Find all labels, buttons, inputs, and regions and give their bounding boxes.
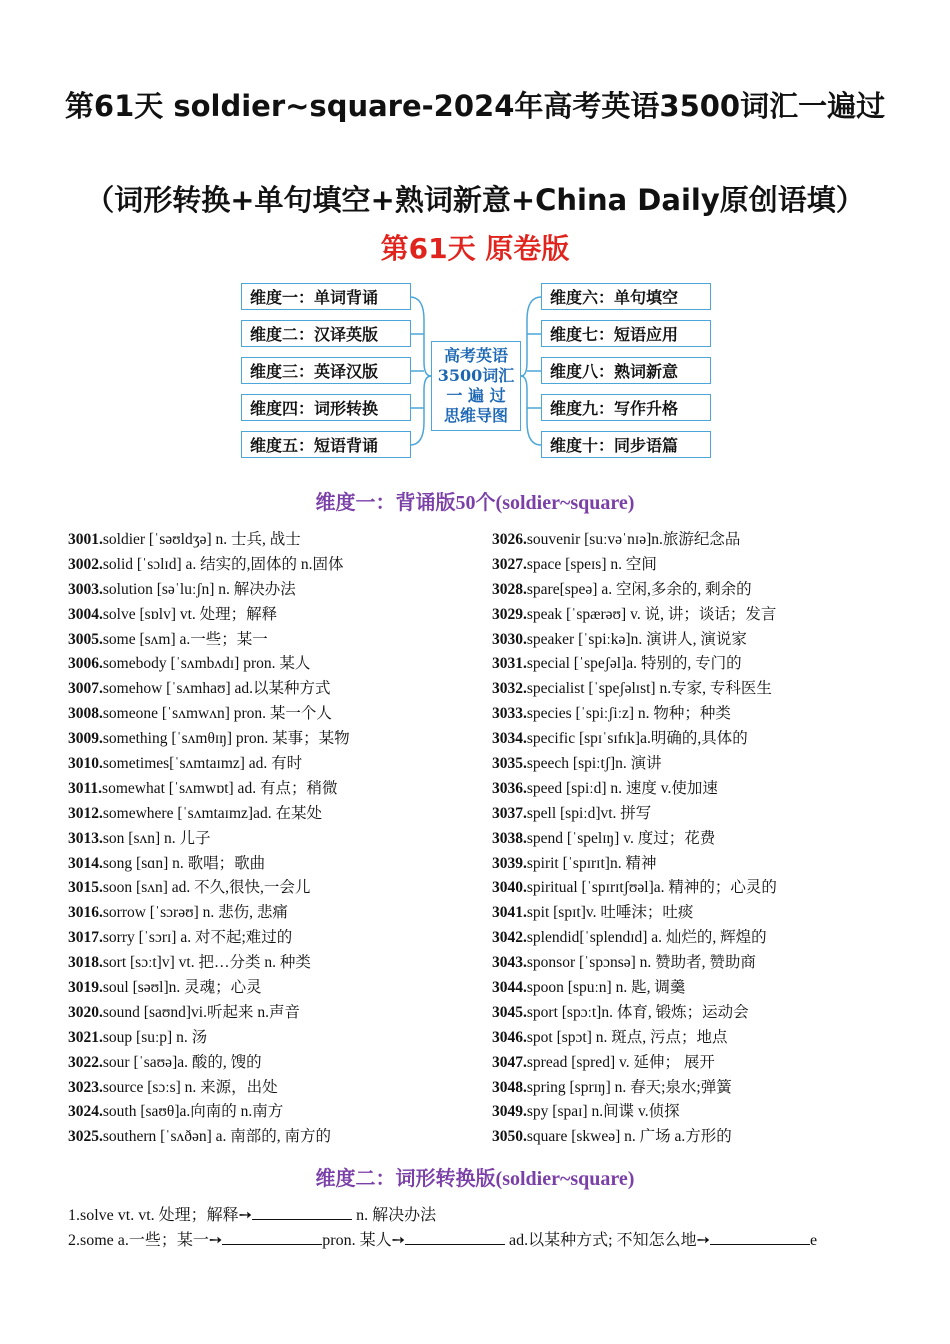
- mindmap-center-line-3: 一 遍 过: [446, 386, 506, 405]
- vocab-number: 3013.: [68, 829, 103, 847]
- vocab-entry: [68, 827, 488, 852]
- vocab-entry: [492, 578, 912, 603]
- vocab-number: 3030.: [492, 630, 527, 648]
- vocab-entry: [68, 802, 488, 827]
- vocab-column-right: [492, 528, 912, 1150]
- mindmap-box-left-2: 维度二：汉译英版: [241, 320, 411, 347]
- vocab-number: 3040.: [492, 879, 527, 897]
- vocab-number: 3042.: [492, 929, 527, 947]
- vocab-definition: soul [səʊl]n. 灵魂；心灵: [102, 979, 262, 997]
- vocab-number: 3009.: [68, 730, 103, 748]
- vocab-definition: spend [ˈspelɪŋ] v. 度过；花费: [526, 829, 716, 847]
- vocab-number: 3002.: [68, 555, 103, 573]
- vocab-number: 3035.: [492, 755, 527, 773]
- vocab-entry: [492, 677, 912, 702]
- vocab-number: 3001.: [68, 531, 103, 548]
- vocab-number: 3041.: [492, 904, 527, 922]
- exercise-2-prompt: 2.some a.一些；某一➙: [68, 1232, 223, 1249]
- vocab-definition: song [sɑn] n. 歌唱；歌曲: [102, 854, 266, 872]
- mindmap-box-left-3: 维度三：英译汉版: [241, 357, 411, 384]
- vocab-entry: [68, 1001, 488, 1026]
- vocab-definition: spare[speə] a. 空闲,多余的, 剩余的: [526, 580, 752, 598]
- vocab-number: 3010.: [68, 755, 103, 773]
- vocab-definition: sorry [ˈsɔrɪ] a. 对不起;难过的: [102, 929, 293, 947]
- vocab-definition: spirit [ˈspɪrɪt]n. 精神: [526, 854, 657, 872]
- vocab-number: 3024.: [68, 1103, 103, 1121]
- vocab-definition: source [sɔːs] n. 来源，出处: [102, 1078, 278, 1096]
- vocab-entry: [492, 603, 912, 628]
- vocab-entry: [68, 677, 488, 702]
- vocab-definition: speech [spiːtʃ]n. 演讲: [526, 755, 662, 773]
- vocab-definition: space [speɪs] n. 空间: [526, 555, 657, 573]
- exercise-2: [68, 1229, 817, 1253]
- exercise-2-part-2: pron. 某人➙: [322, 1232, 406, 1249]
- vocab-entry: [68, 578, 488, 603]
- vocab-number: 3038.: [492, 829, 527, 847]
- vocab-number: 3025.: [68, 1128, 103, 1146]
- mindmap-box-right-3: 维度八：熟词新意: [541, 357, 711, 384]
- mindmap-box-left-5: 维度五：短语背诵: [241, 431, 411, 458]
- vocab-number: 3022.: [68, 1053, 103, 1071]
- vocab-entry: [492, 827, 912, 852]
- vocab-entry: [492, 926, 912, 951]
- vocab-entry: [68, 603, 488, 628]
- vocab-entry: [492, 876, 912, 901]
- vocab-number: 3003.: [68, 580, 103, 598]
- vocab-entry: [492, 852, 912, 877]
- vocab-definition: specific [spɪˈsɪfɪk]a.明确的,具体的: [526, 730, 748, 748]
- mindmap-box-right-2: 维度七：短语应用: [541, 320, 711, 347]
- vocab-definition: specialist [ˈspeʃəlɪst] n.专家, 专科医生: [526, 680, 772, 698]
- vocab-entry: [68, 1076, 488, 1101]
- vocab-entry: [68, 652, 488, 677]
- vocab-number: 3046.: [492, 1028, 527, 1046]
- vocab-number: 3031.: [492, 655, 527, 673]
- vocab-entry: [492, 1051, 912, 1076]
- vocab-entry: [492, 752, 912, 777]
- vocab-definition: southern [ˈsʌðən] a. 南部的, 南方的: [102, 1128, 332, 1146]
- vocab-definition: soup [suːp] n. 汤: [102, 1028, 208, 1046]
- mindmap-center-line-2: 3500词汇: [437, 366, 515, 385]
- vocab-number: 3037.: [492, 804, 527, 822]
- vocab-entry: [492, 628, 912, 653]
- vocab-entry: [492, 802, 912, 827]
- mindmap-box-right-4: 维度九：写作升格: [541, 394, 711, 421]
- vocab-entry: [492, 1100, 912, 1125]
- vocab-entry: [492, 951, 912, 976]
- vocab-definition: speed [spiːd] n. 速度 v.使加速: [526, 779, 718, 797]
- edition-label: 第61天 原卷版: [380, 232, 570, 265]
- mindmap-box-left-1: 维度一：单词背诵: [241, 283, 411, 310]
- mindmap-center-line-1: 高考英语: [443, 346, 508, 365]
- vocab-number: 3015.: [68, 879, 103, 897]
- vocab-definition: something [ˈsʌmθɪŋ] pron. 某事；某物: [102, 730, 350, 748]
- vocab-number: 3014.: [68, 854, 103, 872]
- vocab-number: 3018.: [68, 954, 103, 972]
- mindmap-center-line-4: 思维导图: [443, 406, 508, 425]
- vocab-entry: [492, 777, 912, 802]
- vocab-entry: [68, 1100, 488, 1125]
- vocab-entry: [68, 926, 488, 951]
- vocab-number: 3028.: [492, 580, 527, 598]
- vocab-definition: soon [sʌn] ad. 不久,很快,一会儿: [102, 879, 311, 897]
- vocab-definition: spoon [spuːn] n. 匙, 调羹: [526, 979, 686, 997]
- vocab-definition: sort [sɔːt]v] vt. 把…分类 n. 种类: [102, 954, 311, 972]
- vocab-definition: some [sʌm] a.一些；某一: [102, 630, 268, 648]
- vocab-definition: spot [spɔt] n. 斑点, 污点；地点: [526, 1028, 728, 1046]
- vocab-entry: [68, 901, 488, 926]
- vocab-definition: south [saʊθ]a.向南的 n.南方: [102, 1103, 284, 1121]
- mindmap-box-right-1: 维度六：单句填空: [541, 283, 711, 310]
- mindmap-box-right-5: 维度十：同步语篇: [541, 431, 711, 458]
- vocab-definition: souvenir [suːvəˈnɪə]n.旅游纪念品: [526, 531, 741, 548]
- vocab-definition: sometimes[ˈsʌmtaɪmz] ad. 有时: [102, 755, 303, 773]
- page-title: 第61天 soldier~square-2024年高考英语3500词汇一遍过: [64, 89, 886, 123]
- vocab-definition: sour [ˈsaʊə]a. 酸的, 馊的: [102, 1053, 262, 1071]
- vocab-definition: solve [sɒlv] vt. 处理；解释: [102, 605, 278, 623]
- vocab-number: 3006.: [68, 655, 103, 673]
- vocab-definition: speak [ˈspærəʊ] v. 说, 讲；谈话；发言: [526, 605, 777, 623]
- vocab-definition: square [skweə] n. 广场 a.方形的: [526, 1128, 732, 1146]
- vocab-entry: [492, 1001, 912, 1026]
- vocab-number: 3005.: [68, 630, 103, 648]
- vocab-definition: somehow [ˈsʌmhaʊ] ad.以某种方式: [102, 680, 331, 698]
- vocab-column-left: [68, 528, 488, 1150]
- exercise-2-tail: e: [810, 1232, 818, 1249]
- vocab-number: 3017.: [68, 929, 103, 947]
- vocab-number: 3033.: [492, 705, 527, 723]
- vocab-entry: [68, 876, 488, 901]
- vocab-definition: sound [saʊnd]vi.听起来 n.声音: [102, 1003, 300, 1021]
- vocab-definition: someone [ˈsʌmwʌn] pron. 某一个人: [102, 705, 332, 723]
- vocab-definition: somewhere [ˈsʌmtaɪmz]ad. 在某处: [102, 804, 322, 822]
- vocab-entry: [492, 1076, 912, 1101]
- vocab-entry: [68, 727, 488, 752]
- mind-map: [238, 280, 718, 462]
- vocab-number: 3050.: [492, 1128, 527, 1146]
- vocab-definition: somebody [ˈsʌmbʌdɪ] pron. 某人: [102, 655, 311, 673]
- vocab-definition: son [sʌn] n. 儿子: [102, 829, 211, 847]
- vocab-definition: spell [spiːd]vt. 拼写: [526, 804, 652, 822]
- answer-blank[interactable]: [710, 1230, 810, 1245]
- vocab-number: 3007.: [68, 680, 103, 698]
- mindmap-center: [431, 341, 521, 431]
- section-heading-recitation: 维度一：背诵版50个(soldier~square): [315, 492, 635, 514]
- vocab-entry: [68, 628, 488, 653]
- vocab-entry: [492, 702, 912, 727]
- vocab-number: 3019.: [68, 979, 103, 997]
- vocab-number: 3039.: [492, 854, 527, 872]
- vocab-number: 3004.: [68, 605, 103, 623]
- vocab-number: 3029.: [492, 605, 527, 623]
- vocab-number: 3034.: [492, 730, 527, 748]
- vocab-definition: special [ˈspeʃəl]a. 特别的, 专门的: [526, 655, 742, 673]
- vocab-definition: spit [spɪt]v. 吐唾沫；吐痰: [526, 904, 694, 922]
- vocab-number: 3027.: [492, 555, 527, 573]
- vocab-entry: [68, 951, 488, 976]
- vocab-entry: [492, 1125, 912, 1150]
- vocab-definition: splendid[ˈsplendɪd] a. 灿烂的, 辉煌的: [526, 929, 767, 947]
- vocab-number: 3045.: [492, 1003, 527, 1021]
- vocab-definition: somewhat [ˈsʌmwɒt] ad. 有点；稍微: [102, 779, 338, 797]
- answer-blank[interactable]: [222, 1230, 322, 1245]
- vocab-definition: speaker [ˈspiːkə]n. 演讲人, 演说家: [526, 630, 747, 648]
- vocab-number: 3048.: [492, 1078, 527, 1096]
- exercise-1-prompt: 1.solve vt. vt. 处理；解释➙: [68, 1207, 253, 1224]
- vocab-number: 3008.: [68, 705, 103, 723]
- vocab-number: 3047.: [492, 1053, 527, 1071]
- exercise-1-tail: n. 解决办法: [352, 1207, 437, 1224]
- vocab-entry: [492, 727, 912, 752]
- vocab-number: 3043.: [492, 954, 527, 972]
- vocab-entry: [492, 553, 912, 578]
- vocab-number: 3012.: [68, 804, 103, 822]
- vocab-definition: species [ˈspiːʃiːz] n. 物种；种类: [526, 705, 731, 723]
- vocab-number: 3021.: [68, 1028, 103, 1046]
- vocab-entry: [492, 652, 912, 677]
- vocab-number: 3049.: [492, 1103, 527, 1121]
- vocab-definition: sorrow [ˈsɔrəʊ] n. 悲伤, 悲痛: [102, 904, 288, 922]
- vocab-number: 3044.: [492, 979, 527, 997]
- vocab-definition: spring [sprɪŋ] n. 春天;泉水;弹簧: [526, 1078, 732, 1096]
- answer-blank[interactable]: [405, 1230, 505, 1245]
- vocab-definition: sport [spɔːt]n. 体育, 锻炼；运动会: [526, 1003, 749, 1021]
- vocab-entry: [68, 976, 488, 1001]
- mindmap-box-left-4: 维度四：词形转换: [241, 394, 411, 421]
- vocab-definition: soldier [ˈsəʊldʒə] n. 士兵, 战士: [102, 531, 301, 548]
- exercise-2-part-3: ad.以某种方式; 不知怎么地➙: [505, 1232, 711, 1249]
- vocab-definition: spy [spaɪ] n.间谍 v.侦探: [526, 1103, 680, 1121]
- vocab-entry: [68, 702, 488, 727]
- vocab-entry: [68, 553, 488, 578]
- vocab-entry: [68, 528, 488, 553]
- vocab-number: 3016.: [68, 904, 103, 922]
- vocab-number: 3026.: [492, 531, 527, 548]
- vocab-entry: [492, 976, 912, 1001]
- section-heading-word-forms: 维度二：词形转换版(soldier~square): [315, 1168, 635, 1190]
- vocab-number: 3011.: [68, 779, 103, 797]
- vocab-number: 3036.: [492, 779, 527, 797]
- vocab-entry: [68, 752, 488, 777]
- vocab-definition: spiritual [ˈspɪrɪtʃʊəl]a. 精神的；心灵的: [526, 879, 777, 897]
- vocab-entry: [492, 901, 912, 926]
- vocab-entry: [68, 852, 488, 877]
- vocab-entry: [68, 1125, 488, 1150]
- vocab-number: 3032.: [492, 680, 527, 698]
- vocab-number: 3023.: [68, 1078, 103, 1096]
- vocab-definition: solid [ˈsɔlɪd] a. 结实的,固体的 n.固体: [102, 555, 344, 573]
- vocab-entry: [68, 777, 488, 802]
- answer-blank[interactable]: [252, 1205, 352, 1220]
- vocab-definition: spread [spred] v. 延伸； 展开: [526, 1053, 715, 1071]
- vocab-number: 3020.: [68, 1003, 103, 1021]
- vocab-entry: [68, 1026, 488, 1051]
- exercise-1: [68, 1204, 436, 1228]
- vocab-entry: [492, 1026, 912, 1051]
- vocab-entry: [68, 1051, 488, 1076]
- vocab-definition: solution [səˈluːʃn] n. 解决办法: [102, 580, 296, 598]
- vocab-definition: sponsor [ˈspɔnsə] n. 赞助者, 赞助商: [526, 954, 756, 972]
- page-subtitle: （词形转换+单句填空+熟词新意+China Daily原创语填）: [85, 183, 865, 217]
- vocab-entry: [492, 528, 912, 553]
